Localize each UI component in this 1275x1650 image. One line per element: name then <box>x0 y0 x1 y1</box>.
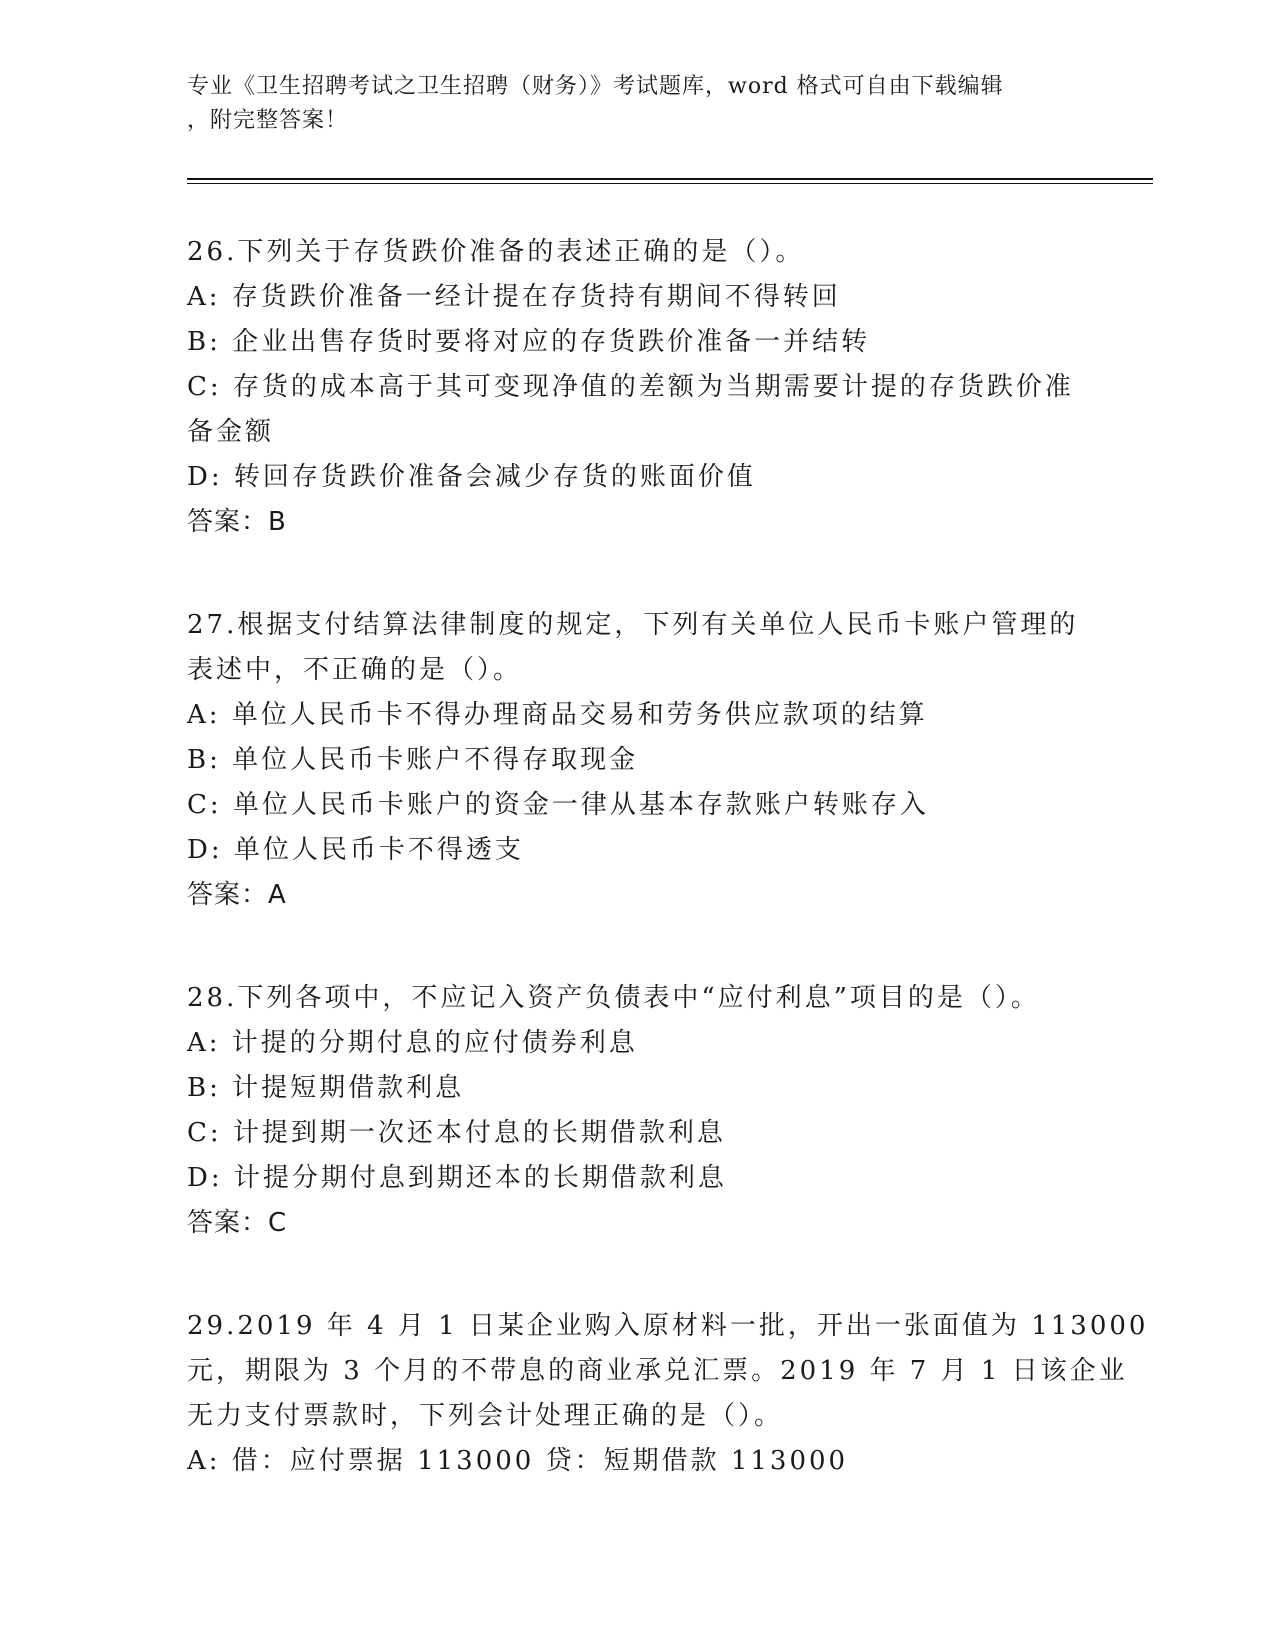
question-29-stem-cont-2: 无力支付票款时，下列会计处理正确的是（）。 <box>187 1401 784 1431</box>
header-divider-thick <box>187 178 1153 180</box>
question-list <box>187 230 1149 1542</box>
question-28 <box>187 976 1087 1246</box>
question-28-option-a: A: 计提的分期付息的应付债券利息 <box>187 1028 638 1058</box>
question-27-option-d: D: 单位人民币卡不得透支 <box>187 835 524 865</box>
question-26-option-a: A: 存货跌价准备一经计提在存货持有期间不得转回 <box>187 282 841 312</box>
question-29 <box>187 1304 1149 1484</box>
header-line-2: ，附完整答案！ <box>187 108 349 133</box>
question-27-stem-cont: 表述中，不正确的是（）。 <box>187 655 523 685</box>
question-28-answer: 答案：C <box>187 1208 288 1238</box>
question-27-option-b: B: 单位人民币卡账户不得存取现金 <box>187 745 639 775</box>
question-28-stem: 28.下列各项中，不应记入资产负债表中“应付利息”项目的是（）。 <box>187 983 1040 1013</box>
question-27-stem: 27.根据支付结算法律制度的规定，下列有关单位人民币卡账户管理的 <box>187 610 1079 640</box>
question-26 <box>187 230 1087 545</box>
question-29-option-a: A: 借：应付票据 113000 贷：短期借款 113000 <box>187 1446 849 1476</box>
question-26-option-d: D: 转回存货跌价准备会减少存货的账面价值 <box>187 462 756 492</box>
question-28-option-b: B: 计提短期借款利息 <box>187 1073 465 1103</box>
question-26-option-c: C: 存货的成本高于其可变现净值的差额为当期需要计提的存货跌价准 <box>187 372 1074 402</box>
document-header <box>187 70 1067 138</box>
header-line-1: 专业《卫生招聘考试之卫生招聘（财务）》考试题库，word 格式可自由下载编辑 <box>187 74 1004 99</box>
question-26-option-b: B: 企业出售存货时要将对应的存货跌价准备一并结转 <box>187 327 871 357</box>
question-29-stem-cont-1: 元，期限为 3 个月的不带息的商业承兑汇票。2019 年 7 月 1 日该企业 <box>187 1356 1128 1386</box>
header-divider-thin <box>187 183 1153 184</box>
question-29-stem: 29.2019 年 4 月 1 日某企业购入原材料一批，开出一张面值为 113000 <box>187 1311 1149 1341</box>
question-26-stem: 26.下列关于存货跌价准备的表述正确的是（）。 <box>187 237 805 267</box>
question-27 <box>187 603 1087 918</box>
question-27-option-a: A: 单位人民币卡不得办理商品交易和劳务供应款项的结算 <box>187 700 928 730</box>
question-27-option-c: C: 单位人民币卡账户的资金一律从基本存款账户转账存入 <box>187 790 929 820</box>
question-26-option-c-cont: 备金额 <box>187 417 275 447</box>
question-28-option-d: D: 计提分期付息到期还本的长期借款利息 <box>187 1163 727 1193</box>
question-26-answer: 答案：B <box>187 507 287 537</box>
question-27-answer: 答案：A <box>187 880 287 910</box>
question-28-option-c: C: 计提到期一次还本付息的长期借款利息 <box>187 1118 726 1148</box>
